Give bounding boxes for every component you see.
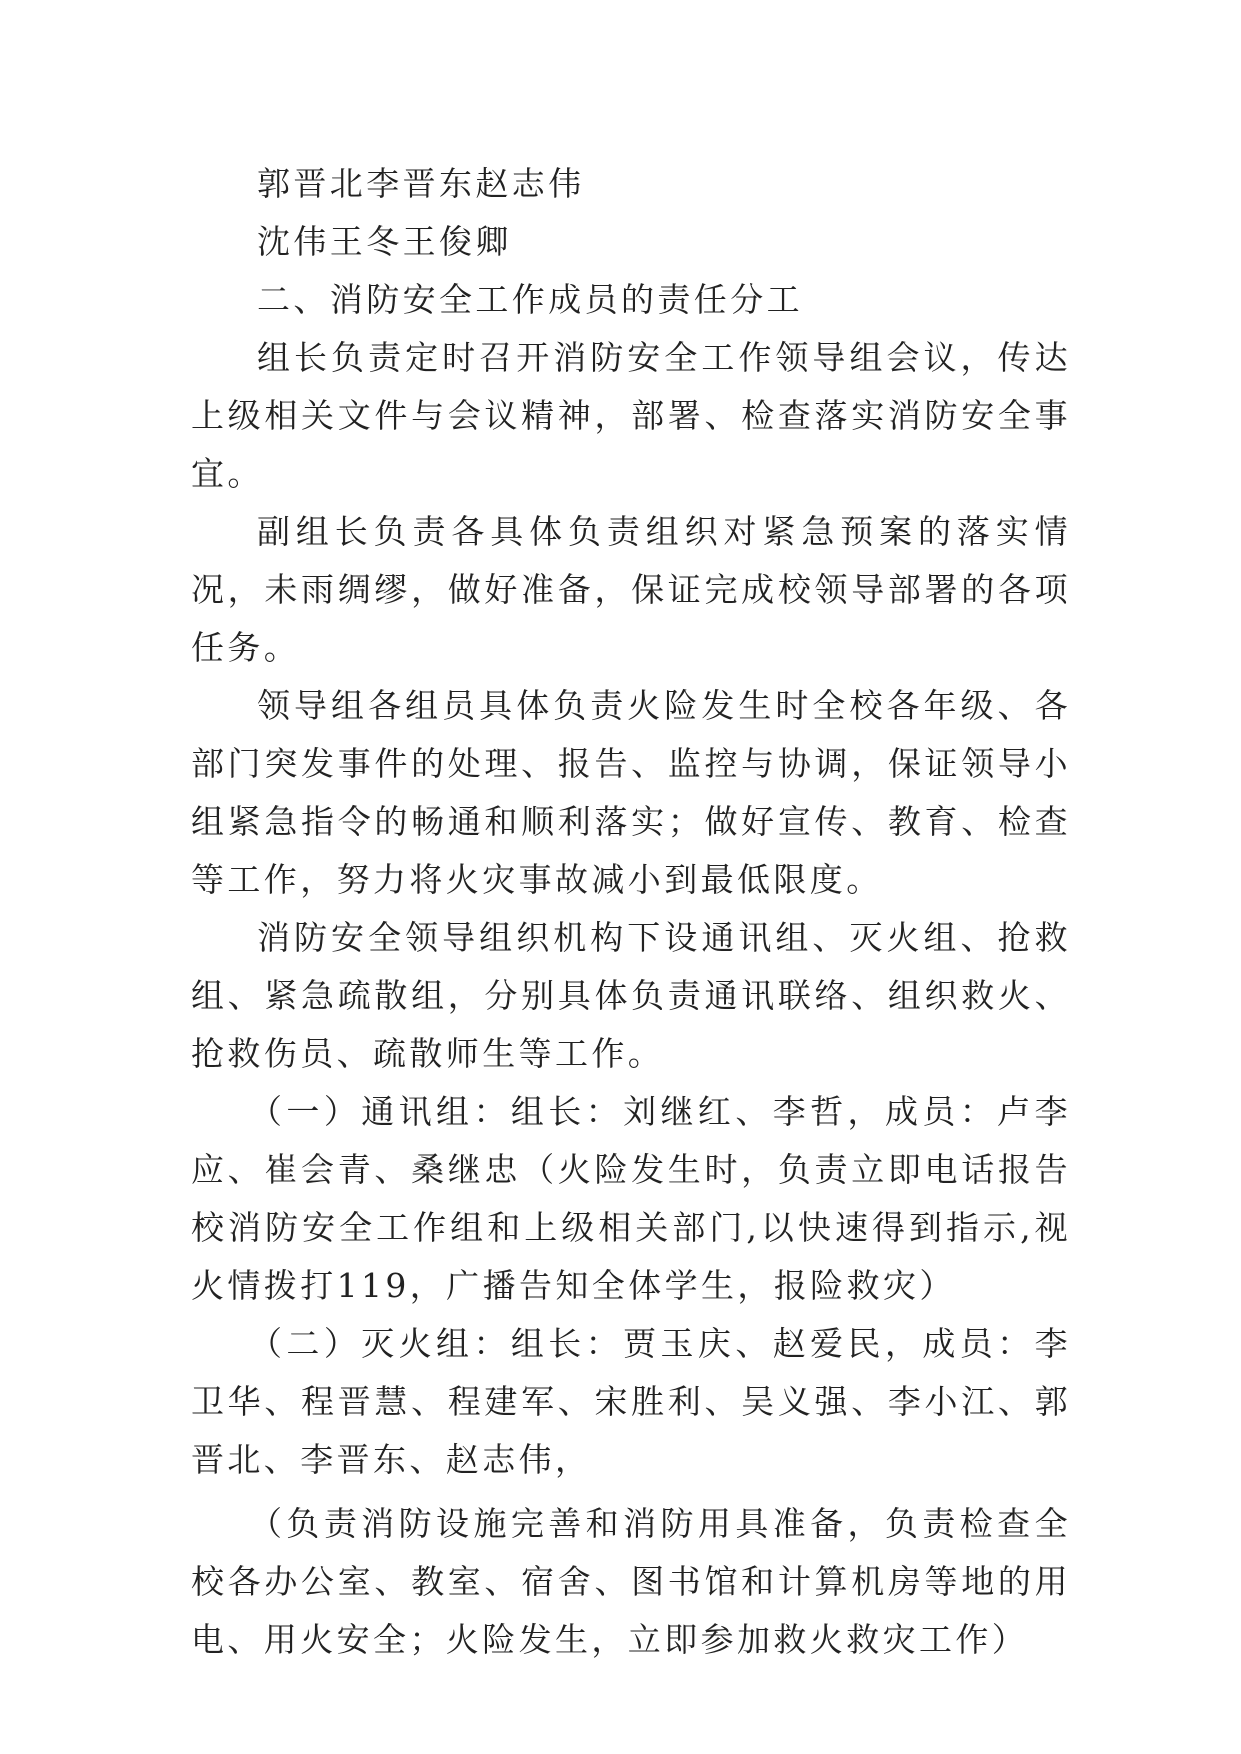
- paragraph-firefighting-group: （二）灭火组：组长：贾玉庆、赵爱民，成员：李卫华、程晋慧、程建军、宋胜利、吴义强、李小江、郭晋北、李晋东、赵志伟，: [191, 1324, 1071, 1479]
- paragraph-names-2: 沈伟王冬王俊卿: [257, 222, 512, 261]
- paragraph-names-1: 郭晋北李晋东赵志伟: [257, 164, 585, 203]
- paragraph-firefighting-duty: （负责消防设施完善和消防用具准备，负责检查全校各办公室、教室、宿舍、图书馆和计算机房等地的用电、用火安全；火险发生，立即参加救火救灾工作）: [191, 1504, 1071, 1659]
- paragraph-subgroups: 消防安全领导组织机构下设通讯组、灭火组、抢救组、紧急疏散组，分别具体负责通讯联络、组织救火、抢救伤员、疏散师生等工作。: [191, 918, 1071, 1073]
- section-heading: 二、消防安全工作成员的责任分工: [257, 280, 803, 319]
- paragraph-communication-group: （一）通讯组：组长：刘继红、李哲，成员：卢李应、崔会青、桑继忠（火险发生时，负责立即电话报告校消防安全工作组和上级相关部门,以快速得到指示,视火情拨打119，广播告知全体学生，报险救灾）: [191, 1092, 1071, 1305]
- paragraph-deputy-duty: 副组长负责各具体负责组织对紧急预案的落实情况，未雨绸缪，做好准备，保证完成校领导部署的各项任务。: [191, 512, 1071, 667]
- document-body: [191, 155, 1071, 1669]
- paragraph-members-duty: 领导组各组员具体负责火险发生时全校各年级、各部门突发事件的处理、报告、监控与协调，保证领导小组紧急指令的畅通和顺利落实；做好宣传、教育、检查等工作，努力将火灾事故减小到最低限度。: [191, 686, 1071, 899]
- paragraph-leader-duty: 组长负责定时召开消防安全工作领导组会议，传达上级相关文件与会议精神，部署、检查落实消防安全事宜。: [191, 338, 1071, 493]
